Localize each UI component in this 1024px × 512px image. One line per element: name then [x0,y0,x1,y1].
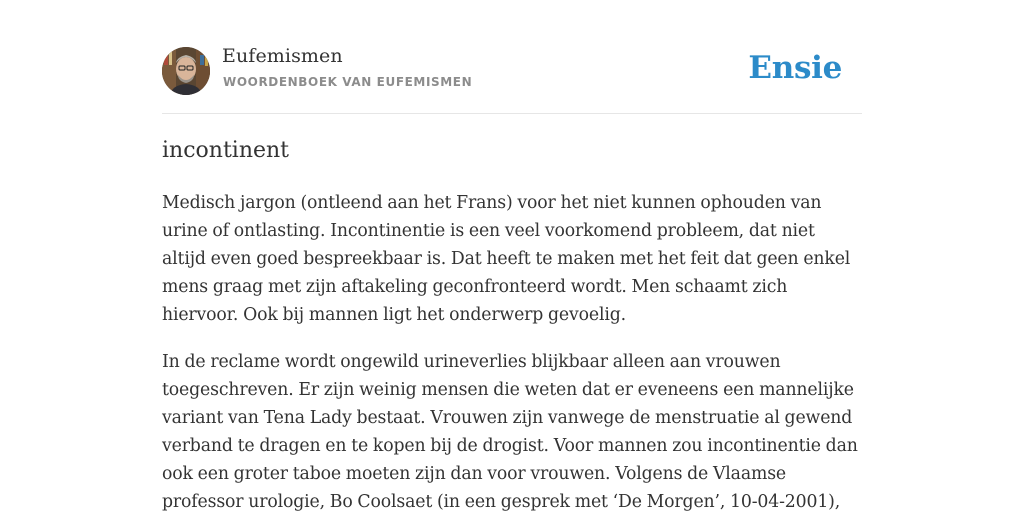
entry-title: incontinent [162,138,290,163]
page [162,0,862,512]
entry-body [162,189,862,512]
site-header [162,0,862,114]
ensie-logo[interactable]: Ensie [748,50,842,86]
author-avatar[interactable] [162,47,210,95]
site-title[interactable]: Eufemismen [222,45,343,67]
entry-paragraph: Medisch jargon (ontleend aan het Frans) voor het niet kunnen ophouden van urine of ontlasting. Incontinentie is een veel voorkomend probleem, dat niet altijd even goed bespreekbaar is. Dat heeft te maken met het feit dat geen enkel mens graag met zijn aftakeling geconfronteerd wordt. Men schaamt zich hiervoor. Ook bij mannen ligt het onderwerp gevoelig. [162,193,851,325]
site-subtitle[interactable]: WOORDENBOEK VAN EUFEMISMEN [223,75,473,89]
avatar-portrait-icon [162,47,210,95]
entry-paragraph: In de reclame wordt ongewild urineverlies blijkbaar alleen aan vrouwen toegeschreven. Er zijn weinig mensen die weten dat er eveneens een mannelijke variant van Tena Lady bestaat. Vrouwen zijn vanwege de menstruatie al gewend verband te dragen en te kopen bij de drogist. Voor mannen zou incontinentie dan ook een groter taboe moeten zijn dan voor vrouwen. Volgens de Vlaamse professor urologie, Bo Coolsaet (in een gesprek met ‘De Morgen’, 10-04-2001), [162,352,858,512]
